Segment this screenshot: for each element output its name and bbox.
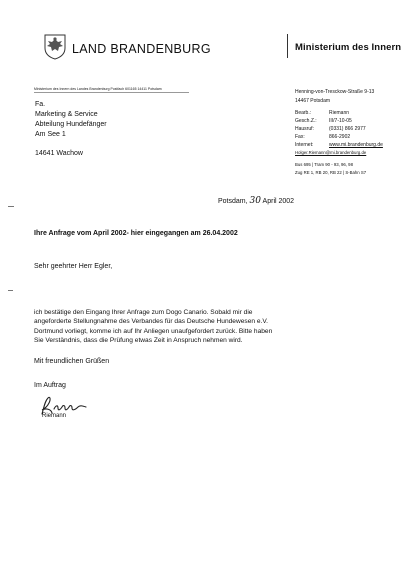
state-name: LAND BRANDENBURG [72,42,211,56]
body-line: Sie Verständnis, dass die Prüfung etwas Zeit in Anspruch nehmen wird. [34,337,243,345]
date-month-year: April 2002 [262,198,295,205]
return-address-rule [34,92,189,93]
body-line: ich bestätige den Eingang Ihrer Anfrage zum Dogo Canario. Sobald mir die [34,309,253,316]
body-line: angeforderte Stellungnahme des Verbandes für das Deutsche Hundewesen e.V. [34,318,268,326]
website-link[interactable]: www.mi.brandenburg.de [329,142,383,148]
recipient-line: Marketing & Service [35,111,98,118]
transit-info: Bus 695 | Tram 90 - 93, 96, 98 [295,162,353,167]
info-value: Riemann [329,110,350,116]
salutation: Sehr geehrter Herr Egler, [34,263,113,270]
info-label: Gesch.Z.: [295,118,317,124]
fold-mark [8,290,13,291]
info-value: III/7-10-05 [329,118,352,124]
info-value: (0331) 866 2977 [329,126,366,132]
brandenburg-eagle-icon [44,34,66,60]
info-label: Bearb.: [295,110,312,116]
return-address: Ministerium des Innern des Landes Brandenburg Postfach 601165 14411 Potsdam [34,87,162,91]
recipient-line: Am See 1 [35,131,66,138]
info-row [295,142,383,148]
info-row [295,126,366,132]
sender-street: Henning-von-Tresckow-Straße 9-13 [295,89,375,95]
info-row [295,118,352,124]
ministry-name: Ministerium des Innern [295,42,402,53]
letter-body [34,308,334,346]
signer-name: Riemann [42,413,67,419]
email-link[interactable]: Holger.Riemann@mi.brandenburg.de [295,150,367,155]
subject-line: Ihre Anfrage vom April 2002- hier eingegangen am 26.04.2002 [34,230,238,237]
info-label: Hausruf: [295,126,314,132]
recipient-line: Fa. [35,101,46,108]
on-behalf: Im Auftrag [34,382,66,389]
info-row [295,134,350,140]
fold-mark [8,206,14,207]
date-line [218,196,294,206]
transit-info: Zug RE 1, RB 20, RB 22 | S-Bahn S7 [295,170,367,175]
info-value: 866-2902 [329,134,351,140]
info-label: Internet: [295,142,314,148]
body-line: Dortmund vorliegt, komme ich auf Ihr Anliegen unaufgefordert zurück. Bitte haben [34,327,273,335]
date-day-handwritten: 30 [249,196,261,206]
recipient-line: Abteilung Hundefänger [35,121,107,128]
info-label: Fax: [295,134,305,140]
closing: Mit freundlichen Grüßen [34,358,110,365]
letterhead-divider [287,34,288,58]
info-row [295,110,349,116]
sender-city: 14467 Potsdam [295,98,331,104]
date-place: Potsdam, [218,198,248,205]
recipient-city: 14641 Wachow [35,150,83,157]
